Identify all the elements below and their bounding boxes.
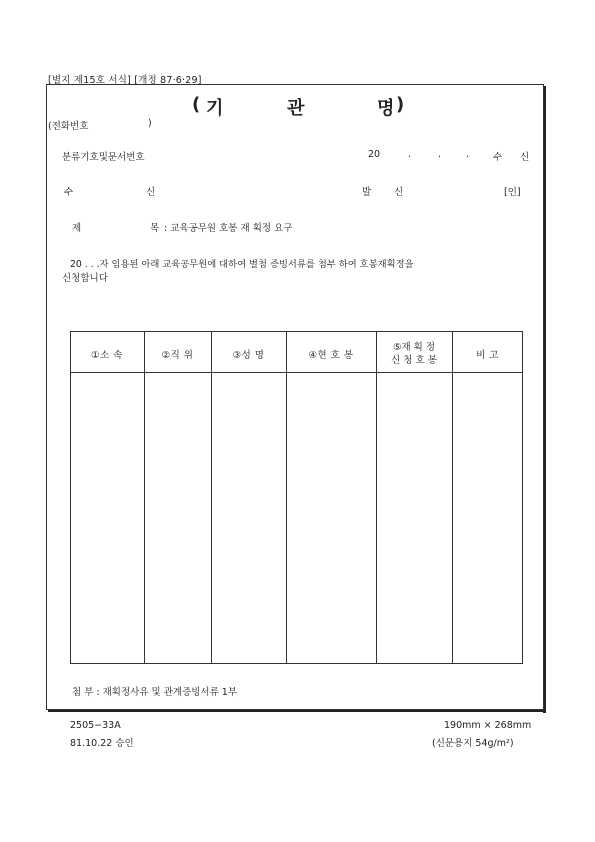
body-text-line-1: 20 . . .자 임용된 아래 교육공무원에 대하여 별첨 증빙서류를 첨부 하여 호봉재획정을 [70,259,414,270]
table-col-divider-2 [211,331,212,664]
phone-label: (전화번호 [48,121,89,132]
table-col-divider-5 [452,331,453,664]
title-char-1: 기 [206,98,224,119]
table-header-divider [70,372,523,373]
sender-label-a: 발 [362,187,372,198]
classification-label: 분류기호및문서번호 [62,152,145,163]
title-close-paren: ) [396,94,405,115]
body-text-line-2: 신청합니다 [62,273,108,284]
received-label-b: 신 [520,152,530,163]
footer-paper-type: (신문용지 54g/m²) [432,738,514,749]
received-label-a: 수 [493,152,503,163]
table-col-divider-3 [286,331,287,664]
footer-form-number: 2505−33A [70,720,121,731]
title-char-2: 관 [287,98,305,119]
phone-close: ) [148,118,152,129]
recipient-label-a: 수 [64,187,74,198]
rehire-table [70,331,523,664]
header-requested-grade-line-1: ⑤재 획 정 [392,342,436,353]
header-name: ③성 명 [232,350,265,361]
footer-paper-size: 190mm × 268mm [444,720,532,731]
table-col-divider-4 [376,331,377,664]
date-dot-2: . [438,149,442,160]
title-open-paren: ( [192,94,201,115]
header-position: ②직 위 [161,350,194,361]
subject-text: : 교육공무원 호봉 재 획정 요구 [164,223,293,234]
title-char-3: 명 [377,98,395,119]
date-dot-3: . [466,149,470,160]
sender-label-b: 신 [394,187,404,198]
header-requested-grade-line-2: 신 청 호 봉 [391,355,437,366]
attachment-line: 첨 부 : 재획정사유 및 관계증빙서류 1부 [72,687,238,698]
seal-mark: [인] [504,187,521,198]
date-year: 20 [368,149,381,160]
footer-approval-date: 81.10.22 승인 [70,738,134,749]
subject-label-a: 제 [72,223,82,234]
form-number-tag: [별지 제15호 서식] [개정 87·6·29] [48,75,202,86]
header-remarks: 비 고 [476,350,499,361]
header-affiliation: ①소 속 [91,350,123,361]
date-dot-1: . [408,149,412,160]
table-col-divider-1 [144,331,145,664]
subject-label-b: 목 [150,223,160,234]
recipient-label-b: 신 [146,187,156,198]
header-current-grade: ④현 호 봉 [308,350,354,361]
